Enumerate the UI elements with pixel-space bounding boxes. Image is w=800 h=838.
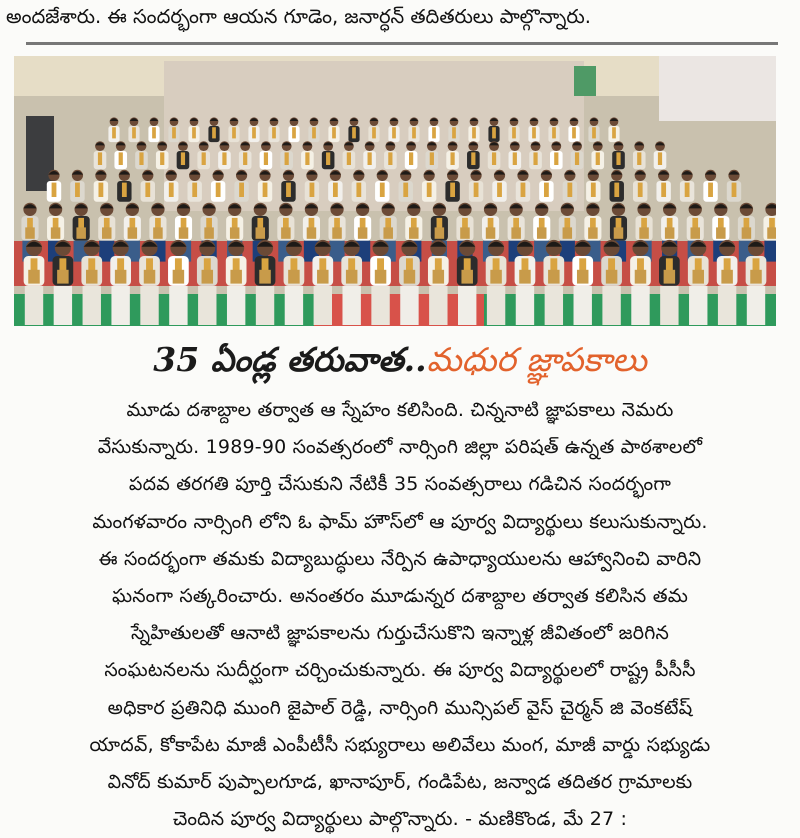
person-figure	[135, 141, 148, 169]
person-figure	[633, 141, 646, 169]
person-figure	[108, 117, 119, 142]
person-figure	[384, 141, 397, 169]
article-line: ఘనంగా సత్కరించారు. అనంతరం మూడున్నర దశాబ్దాల తర్వాత కలిసిన తమ	[111, 584, 688, 607]
person-figure	[375, 170, 389, 202]
person-figure	[234, 170, 248, 202]
person-figure	[188, 117, 199, 142]
person-figure	[141, 170, 155, 202]
person-figure	[509, 141, 522, 169]
person-figure	[492, 170, 506, 202]
article-line: మంగళవారం నార్సింగి లోని ఓ ఫామ్ హౌస్‌లో ఆ పూర్వ విద్యార్థులు కలుసుకున్నారు.	[92, 510, 708, 533]
person-figure	[239, 141, 252, 169]
person-figure	[328, 203, 345, 262]
person-figure	[559, 203, 576, 262]
person-figure	[528, 117, 539, 142]
person-figure	[322, 141, 335, 169]
person-figure	[654, 141, 667, 169]
person-figure	[177, 141, 190, 169]
person-figure	[328, 117, 339, 142]
person-figure	[727, 170, 741, 202]
person-figure	[94, 170, 108, 202]
person-figure	[164, 170, 178, 202]
person-figure	[467, 141, 480, 169]
person-figure	[548, 117, 559, 142]
person-figure	[168, 117, 179, 142]
person-figure	[288, 117, 299, 142]
person-figure	[348, 117, 359, 142]
person-figure	[428, 117, 439, 142]
person-figure	[308, 117, 319, 142]
person-figure	[422, 170, 436, 202]
person-figure	[94, 141, 107, 169]
person-figure	[399, 170, 413, 202]
person-figure	[70, 170, 84, 202]
person-figure	[408, 117, 419, 142]
article-line: వినోద్ కుమార్ పుప్పాలగూడ, ఖానాపూర్, గండిపేట, జన్వాడ తదితర గ్రామాలకు	[107, 770, 693, 793]
person-figure	[197, 141, 210, 169]
person-figure	[268, 117, 279, 142]
previous-article-tail: అందజేశారు. ఈ సందర్భంగా ఆయన గూడెం, జనార్ధన్ తదితరులు పాల్గొన్నారు.	[6, 5, 591, 28]
person-figure	[117, 170, 131, 202]
person-figure	[305, 170, 319, 202]
person-figure	[368, 117, 379, 142]
person-figure	[488, 141, 501, 169]
person-figure	[388, 117, 399, 142]
person-figure	[98, 203, 115, 262]
person-figure	[301, 141, 314, 169]
person-figure	[469, 170, 483, 202]
person-figure	[128, 117, 139, 142]
person-figure	[211, 170, 225, 202]
article-line: సంఘటనలను సుదీర్ఘంగా చర్చించుకున్నారు. ఈ పూర్వ విద్యార్థులలో రాష్ట్ర పీసీసీ	[104, 659, 696, 682]
person-figure	[187, 170, 201, 202]
person-figure	[405, 141, 418, 169]
person-figure	[426, 141, 439, 169]
person-figure	[550, 141, 563, 169]
person-figure	[343, 141, 356, 169]
person-figure	[281, 170, 295, 202]
section-divider	[26, 42, 778, 45]
person-figure	[248, 117, 259, 142]
person-figure	[280, 141, 293, 169]
headline	[0, 330, 800, 390]
person-figure	[218, 141, 231, 169]
person-figure	[529, 141, 542, 169]
person-figure	[328, 170, 342, 202]
person-figure	[363, 141, 376, 169]
article-body	[8, 392, 792, 838]
person-figure	[508, 117, 519, 142]
person-figure	[114, 141, 127, 169]
article-line: వేసుకున్నారు. 1989-90 సంవత్సరంలో నార్సింగి జిల్లా పరిషత్ ఉన్నత పాఠశాలలో	[97, 436, 703, 459]
person-figure	[148, 117, 159, 142]
person-figure	[539, 170, 553, 202]
person-figure	[47, 170, 61, 202]
person-figure	[612, 141, 625, 169]
article-line: అధికార ప్రతినిధి ముంగి జైపాల్ రెడ్డి, నార్సింగి మున్సిపల్ వైస్ చైర్మన్ జి వెంకటేష్	[107, 696, 693, 719]
person-figure	[591, 141, 604, 169]
article-line: చెందిన పూర్వ విద్యార్థులు పాల్గొన్నారు. - మణికొండ, మే 27 :	[172, 808, 628, 831]
person-figure	[448, 117, 459, 142]
person-figure	[258, 170, 272, 202]
person-figure	[586, 170, 600, 202]
person-figure	[608, 117, 619, 142]
person-figure	[680, 170, 694, 202]
person-figure	[488, 117, 499, 142]
person-figure	[228, 117, 239, 142]
person-figure	[260, 141, 273, 169]
person-figure	[352, 170, 366, 202]
person-figure	[568, 117, 579, 142]
person-figure	[588, 117, 599, 142]
article-line: ఈ సందర్భంగా తమకు విద్యాబుద్ధులు నేర్పిన ఉపాధ్యాయులను ఆహ్వానించి వారిని	[98, 547, 702, 570]
person-figure	[563, 170, 577, 202]
group-photo-illustration	[14, 56, 776, 326]
headline-part-2: మధుర జ్ఞాపకాలు	[426, 340, 647, 379]
article-line: స్నేహితులతో ఆనాటి జ్ఞాపకాలను గుర్తుచేసుకొని ఇన్నాళ్ల జీవితంలో జరిగిన	[130, 622, 670, 645]
person-figure	[156, 141, 169, 169]
group-photo	[14, 56, 776, 326]
article-line: మూడు దశాబ్దాల తర్వాత ఆ స్నేహం కలిసింది. చిన్ననాటి జ్ఞాపకాలు నెమరు	[126, 399, 674, 421]
article-line: పదవ తరగతి పూర్తి చేసుకుని నేటికీ 35 సంవత్సరాలు గడిచిన సందర్భంగా	[128, 473, 672, 496]
person-figure	[703, 170, 717, 202]
person-figure	[516, 170, 530, 202]
person-figure	[445, 170, 459, 202]
person-figure	[468, 117, 479, 142]
person-figure	[571, 141, 584, 169]
article-line: యాదవ్, కోకాపేట మాజీ ఎంపీటీసీ సభ్యురాలు అలివేలు మంగ, మాజీ వార్డు సభ్యుడు	[89, 733, 711, 756]
person-figure	[208, 117, 219, 142]
headline-part-1: 35 ఏండ్ల తరువాత..	[153, 340, 427, 379]
person-figure	[610, 170, 624, 202]
person-figure	[656, 170, 670, 202]
person-figure	[633, 170, 647, 202]
person-figure	[446, 141, 459, 169]
